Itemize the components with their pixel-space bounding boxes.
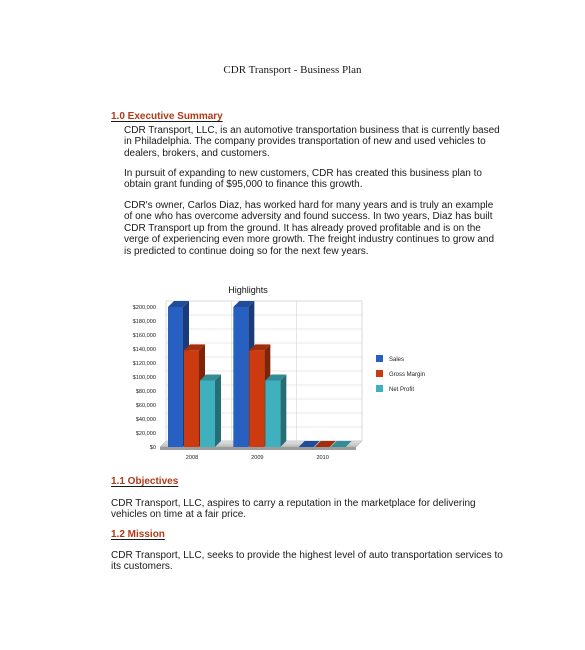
y-tick-label: $40,000 bbox=[135, 417, 156, 423]
legend-label: Net Profit bbox=[389, 387, 415, 393]
legend-label: Gross Margin bbox=[389, 372, 426, 378]
y-tick-label: $0 bbox=[149, 445, 156, 451]
legend-swatch bbox=[376, 385, 383, 392]
heading-mission: 1.2 Mission bbox=[111, 529, 165, 540]
y-tick-label: $200,000 bbox=[132, 305, 156, 311]
y-tick-label: $80,000 bbox=[135, 389, 156, 395]
heading-objectives: 1.1 Objectives bbox=[111, 476, 179, 487]
y-tick-label: $120,000 bbox=[132, 361, 156, 367]
y-tick-label: $60,000 bbox=[135, 403, 156, 409]
bar-side bbox=[280, 375, 286, 448]
chart-floor-edge bbox=[160, 447, 356, 450]
bar bbox=[184, 350, 199, 447]
legend-label: Sales bbox=[389, 357, 405, 363]
bar bbox=[200, 381, 215, 448]
y-tick-label: $20,000 bbox=[135, 431, 156, 437]
x-tick-label: 2009 bbox=[251, 455, 264, 461]
legend-swatch bbox=[376, 370, 383, 377]
exec-paragraph-1: CDR Transport, LLC, is an automotive transportation business that is currently based in Philadelphia. The company provides transportation of new and used vehicles to dealers, brokers, and customers. bbox=[124, 125, 500, 159]
chart-title: Highlights bbox=[228, 285, 268, 295]
bar bbox=[233, 307, 248, 447]
y-tick-label: $140,000 bbox=[132, 347, 156, 353]
exec-paragraph-3: CDR's owner, Carlos Diaz, has worked hard for many years and is truly an example of one who has overcome adversity and found success. In two years, Diaz has built CDR Transport up from the ground. It has already proved profitable and is on the verge of experiencing even more growth. The freight industry continues to grow and is predicted to continue doing so for the next few years. bbox=[124, 200, 495, 257]
highlights-chart bbox=[120, 280, 460, 470]
y-tick-label: $100,000 bbox=[132, 375, 156, 381]
y-tick-label: $180,000 bbox=[132, 319, 156, 325]
legend-swatch bbox=[376, 355, 383, 362]
bar bbox=[168, 307, 183, 447]
mission-paragraph: CDR Transport, LLC, seeks to provide the highest level of auto transportation services to its customers. bbox=[111, 550, 503, 573]
x-tick-label: 2010 bbox=[316, 455, 329, 461]
bar bbox=[265, 381, 280, 448]
bar-side bbox=[215, 375, 221, 448]
x-tick-label: 2008 bbox=[185, 455, 199, 461]
objectives-paragraph: CDR Transport, LLC, aspires to carry a reputation in the marketplace for delivering vehicles on time at a fair price. bbox=[111, 498, 476, 521]
exec-paragraph-2: In pursuit of expanding to new customers, CDR has created this business plan to obtain grant funding of $95,000 to finance this growth. bbox=[124, 168, 482, 191]
bar bbox=[249, 350, 264, 447]
document-title: CDR Transport - Business Plan bbox=[223, 64, 362, 76]
heading-executive-summary: 1.0 Executive Summary bbox=[111, 111, 223, 122]
y-tick-label: $160,000 bbox=[132, 333, 156, 339]
